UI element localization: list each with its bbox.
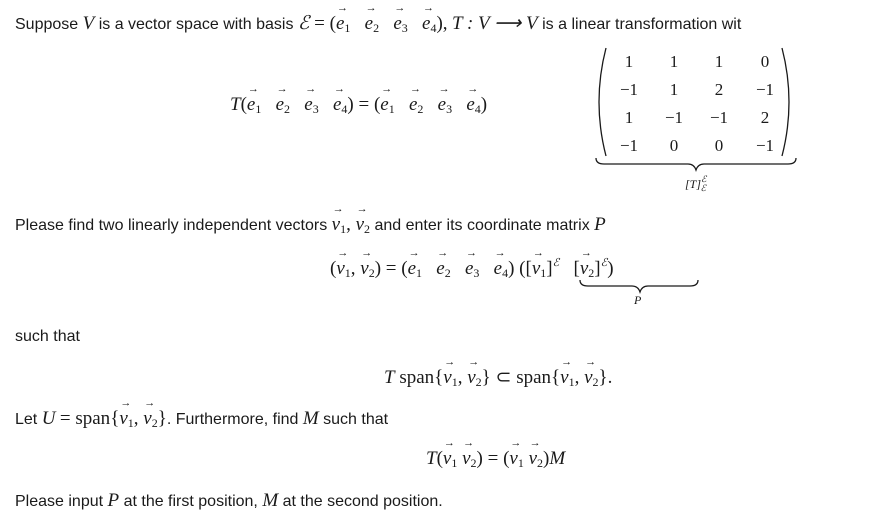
such-that-text: such that (15, 328, 80, 345)
matrix-cell: 1 (669, 80, 679, 99)
matrix-cell: −1 (619, 136, 639, 155)
basis-tuple: ℰ = (→ $e_1 \to e_2 \to e_3 \to e_4$), (298, 13, 448, 34)
intro-text-a: Suppose (15, 16, 79, 33)
matrix-cell: 0 (714, 136, 724, 155)
matrix-equation-lhs: $T(\to e_1 \to e_2 \to e_3 \to e_4)$ = (→ $e_1 \to e_2 \to e_3 \to e_4$) (230, 94, 487, 117)
matrix-cell: 1 (624, 52, 634, 71)
matrix-cell: 2 (714, 80, 724, 99)
footer-line: Please input P at the first position, M at the second position. (15, 490, 443, 511)
final-equation: $T(\to v_1 \to v_2)$ = (→ $v_1 \to v_2)M$ (426, 448, 565, 471)
let-line: Let U = span{→ $v_1$, → $v_2$}. Furthermore, find M such that (15, 408, 388, 431)
intro-text-c: is a linear transformation wit (542, 16, 742, 33)
find-line: Please find two linearly independent vectors → $v_1$, → $v_2$ and enter its coordinate matrix P (15, 214, 606, 237)
span-equation: T span{→ $v_1$, → $v_2$} ⊂ span{→ $v_1$, → $v_2$}. (384, 366, 612, 390)
matrix-cell: −1 (755, 80, 775, 99)
matrix-cell: 1 (714, 52, 724, 71)
transform-T: T (230, 94, 241, 115)
matrix-cell: −1 (709, 108, 729, 127)
intro-line (15, 12, 741, 36)
matrix-cell: 2 (760, 108, 770, 127)
basis-symbol: ℰ (297, 13, 310, 34)
matrix-cell: 1 (624, 108, 634, 127)
matrix-underbrace-label: $[T]^ℰ_ℰ$ (685, 174, 707, 193)
find-text: Please find two linearly independent vectors (15, 217, 328, 234)
P-symbol: P (594, 214, 606, 235)
matrix-cell: 1 (669, 52, 679, 71)
find-text-end: and enter its coordinate matrix (374, 217, 590, 234)
intro-text-b: is a vector space with basis (98, 16, 294, 33)
P-underbrace-label: P (634, 293, 642, 307)
transformation-matrix (606, 48, 786, 158)
map-expression: T : V ⟶ V (451, 13, 538, 34)
space-symbol-V: V (82, 13, 95, 34)
matrix-cell: −1 (619, 80, 639, 99)
matrix-cell: 0 (760, 52, 770, 71)
matrix-cell: −1 (664, 108, 684, 127)
P-equation: (→ $v_1$, → $v_2$) = (→ $e_1 \to e_2 \to e_3 \to e_4$) ([→ $v_1]^ℰ$ [→ $v_2]^ℰ$) (330, 256, 614, 281)
matrix-cell: 0 (669, 136, 679, 155)
matrix-cell: −1 (755, 136, 775, 155)
